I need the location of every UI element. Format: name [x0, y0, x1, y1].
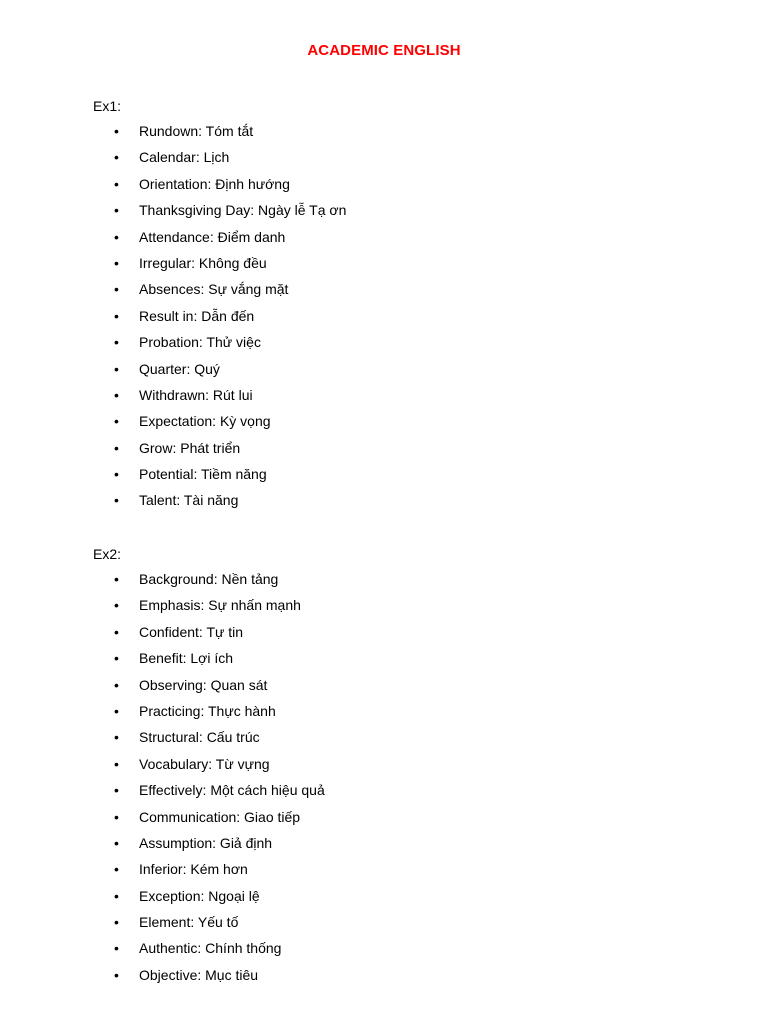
vocab-entry: Observing: Quan sát [139, 676, 268, 693]
list-item [0, 887, 768, 913]
bullet-icon: • [114, 386, 119, 403]
list-item [0, 439, 768, 465]
vocab-entry: Result in: Dẫn đến [139, 307, 255, 324]
vocab-entry: Absences: Sự vắng mặt [139, 281, 289, 298]
vocab-entry: Exception: Ngoại lệ [139, 887, 260, 904]
bullet-icon: • [114, 175, 119, 192]
bullet-icon: • [114, 782, 119, 799]
list-item [0, 623, 768, 649]
list-item [0, 596, 768, 622]
bullet-icon: • [114, 281, 119, 298]
vocab-entry: Withdrawn: Rút lui [139, 386, 253, 403]
bullet-icon: • [114, 966, 119, 983]
bullet-icon: • [114, 254, 119, 271]
list-item [0, 702, 768, 728]
bullet-icon: • [114, 940, 119, 957]
list-item [0, 808, 768, 834]
vocab-entry: Thanksgiving Day: Ngày lễ Tạ ơn [139, 202, 347, 219]
section-label-ex2: Ex2: [93, 546, 122, 562]
vocab-entry: Vocabulary: Từ vựng [139, 755, 270, 772]
vocab-entry: Grow: Phát triển [139, 439, 241, 456]
bullet-icon: • [114, 202, 119, 219]
list-item [0, 360, 768, 386]
vocab-entry: Confident: Tự tin [139, 623, 244, 640]
vocab-entry: Rundown: Tóm tắt [139, 123, 254, 139]
bullet-icon: • [114, 702, 119, 719]
list-item [0, 465, 768, 491]
list-item [0, 913, 768, 939]
bullet-icon: • [114, 228, 119, 245]
vocab-list-ex2 [0, 570, 768, 992]
bullet-icon: • [114, 413, 119, 430]
vocab-entry: Emphasis: Sự nhấn mạnh [139, 597, 301, 614]
list-item [0, 834, 768, 860]
list-item [0, 228, 768, 254]
list-item [0, 175, 768, 201]
list-item [0, 148, 768, 174]
list-item [0, 201, 768, 227]
list-item [0, 755, 768, 781]
vocab-entry: Structural: Cấu trúc [139, 729, 260, 746]
bullet-icon: • [114, 834, 119, 851]
bullet-icon: • [114, 676, 119, 693]
list-item [0, 280, 768, 306]
bullet-icon: • [114, 597, 119, 614]
vocab-entry: Assumption: Giả định [139, 834, 273, 851]
list-item [0, 307, 768, 333]
list-item [0, 412, 768, 438]
vocab-list-ex1 [0, 122, 768, 518]
bullet-icon: • [114, 914, 119, 931]
list-item [0, 939, 768, 965]
vocab-entry: Potential: Tiềm năng [139, 466, 267, 483]
section-label-ex1: Ex1: [93, 98, 122, 114]
bullet-icon: • [114, 466, 119, 483]
vocab-entry: Practicing: Thực hành [139, 702, 276, 719]
bullet-icon: • [114, 123, 119, 139]
list-item [0, 728, 768, 754]
bullet-icon: • [114, 729, 119, 746]
bullet-icon: • [114, 650, 119, 667]
vocab-entry: Communication: Giao tiếp [139, 808, 301, 825]
vocab-entry: Attendance: Điểm danh [139, 228, 286, 245]
list-item [0, 860, 768, 886]
bullet-icon: • [114, 861, 119, 878]
bullet-icon: • [114, 571, 119, 587]
list-item [0, 649, 768, 675]
vocab-entry: Objective: Mục tiêu [139, 966, 259, 983]
document-title: ACADEMIC ENGLISH [307, 42, 461, 59]
vocab-entry: Inferior: Kém hơn [139, 861, 248, 878]
list-item [0, 386, 768, 412]
bullet-icon: • [114, 887, 119, 904]
bullet-icon: • [114, 307, 119, 324]
vocab-entry: Irregular: Không đều [139, 254, 267, 271]
vocab-entry: Benefit: Lợi ích [139, 650, 234, 667]
list-item [0, 781, 768, 807]
vocab-entry: Background: Nền tảng [139, 571, 279, 587]
bullet-icon: • [114, 755, 119, 772]
vocab-entry: Calendar: Lịch [139, 149, 230, 166]
bullet-icon: • [114, 360, 119, 377]
vocab-entry: Talent: Tài năng [139, 492, 239, 509]
bullet-icon: • [114, 439, 119, 456]
vocab-entry: Authentic: Chính thống [139, 940, 282, 957]
list-item [0, 333, 768, 359]
vocab-entry: Element: Yếu tố [139, 914, 239, 931]
bullet-icon: • [114, 334, 119, 351]
bullet-icon: • [114, 492, 119, 509]
list-item [0, 254, 768, 280]
list-item [0, 491, 768, 517]
vocab-entry: Quarter: Quý [139, 360, 220, 377]
list-item [0, 122, 768, 148]
vocab-entry: Probation: Thử việc [139, 334, 261, 351]
bullet-icon: • [114, 149, 119, 166]
vocab-entry: Orientation: Định hướng [139, 175, 290, 192]
bullet-icon: • [114, 623, 119, 640]
vocab-entry: Expectation: Kỳ vọng [139, 413, 271, 430]
vocab-entry: Effectively: Một cách hiệu quả [139, 782, 325, 799]
list-item [0, 966, 768, 992]
list-item [0, 570, 768, 596]
bullet-icon: • [114, 808, 119, 825]
list-item [0, 676, 768, 702]
